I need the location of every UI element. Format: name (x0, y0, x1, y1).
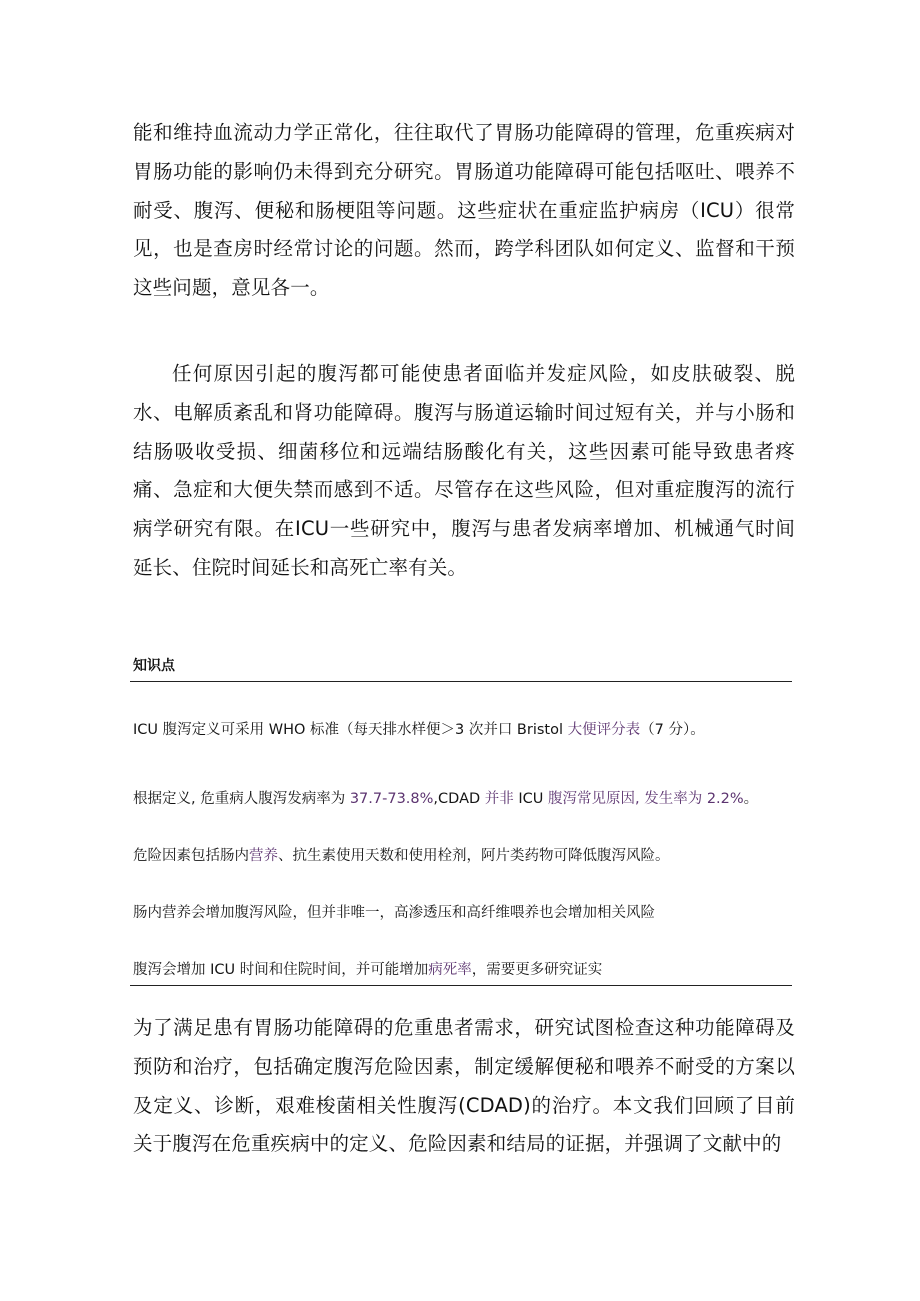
body-paragraph-1: 能和维持血流动力学正常化，往往取代了胃肠功能障碍的管理，危重疾病对胃肠功能的影响仍未得到充分研究。胃肠道功能障碍可能包括呕吐、喂养不耐受、腹泻、便秘和肠梗阻等问题。这些症状在重症监护病房（ICU）很常见，也是查房时经常讨论的问题。然而，跨学科团队如何定义、监督和干预这些问题，意见各一。 (133, 121, 795, 300)
knowledge-item-2 (133, 788, 793, 810)
knowledge-item-2-text-e: ICU (513, 791, 548, 807)
knowledge-item-2-text-a: 根据定义, 危重病人腹泻发病率为 (133, 791, 350, 807)
body-paragraph-3: 为了满足患有胃肠功能障碍的危重患者需求，研究试图检查这种功能障碍及预防和治疗，包括确定腹泻危险因素，制定缓解便秘和喂养不耐受的方案以及定义、诊断，艰难梭菌相关性腹泻(CDAD)的治疗。本文我们回顾了目前关于腹泻在危重疾病中的定义、危险因素和结局的证据，并强调了文献中的 (133, 1016, 795, 1156)
knowledge-item-1-text-a: ICU 腹泻定义可采用 WHO 标准（每天排水样便＞3 次并口 Bristol (133, 722, 568, 738)
knowledge-item-2-text-g: 。 (743, 791, 759, 807)
knowledge-box-bottom-rule (130, 985, 792, 986)
knowledge-item-5 (133, 959, 793, 981)
knowledge-box-top-rule (130, 681, 792, 682)
knowledge-item-5-text-a: 腹泻会增加 ICU 时间和住院时间，并可能增加 (133, 962, 429, 978)
knowledge-item-1-highlight: 大便评分表 (567, 722, 641, 738)
knowledge-item-2-highlight-rate: 37.7-73.8% (349, 791, 434, 807)
knowledge-item-5-highlight: 病死率 (428, 962, 472, 978)
knowledge-item-2-text-c: ,CDAD (433, 791, 485, 807)
knowledge-item-2-highlight-cause: 腹泻常见原因, 发生率为 2.2% (548, 791, 744, 807)
knowledge-item-4: 肠内营养会增加腹泻风险，但并非唯一，高渗透压和高纤维喂养也会增加相关风险 (133, 905, 655, 921)
knowledge-box-heading: 知识点 (133, 658, 175, 674)
body-paragraph-2: 任何原因引起的腹泻都可能使患者面临并发症风险，如皮肤破裂、脱水、电解质紊乱和肾功能障碍。腹泻与肠道运输时间过短有关，并与小肠和结肠吸收受损、细菌移位和远端结肠酸化有关，这些因素可能导致患者疼痛、急症和大便失禁而感到不适。尽管存在这些风险，但对重症腹泻的流行病学研究有限。在ICU一些研究中，腹泻与患者发病率增加、机械通气时间延长、住院时间延长和高死亡率有关。 (133, 362, 795, 579)
knowledge-item-3 (133, 845, 793, 867)
knowledge-item-3-highlight: 营养 (249, 848, 278, 864)
knowledge-item-1-text-c: （7 分）。 (640, 722, 705, 738)
knowledge-item-2-highlight-not: 并非 (484, 791, 514, 807)
knowledge-item-5-text-c: ，需要更多研究证实 (471, 962, 603, 978)
knowledge-item-1 (133, 719, 793, 741)
knowledge-item-3-text-c: 、抗生素使用天数和使用栓剂，阿片类药物可降低腹泻风险。 (278, 848, 670, 864)
knowledge-item-3-text-a: 危险因素包括肠内 (133, 848, 249, 864)
